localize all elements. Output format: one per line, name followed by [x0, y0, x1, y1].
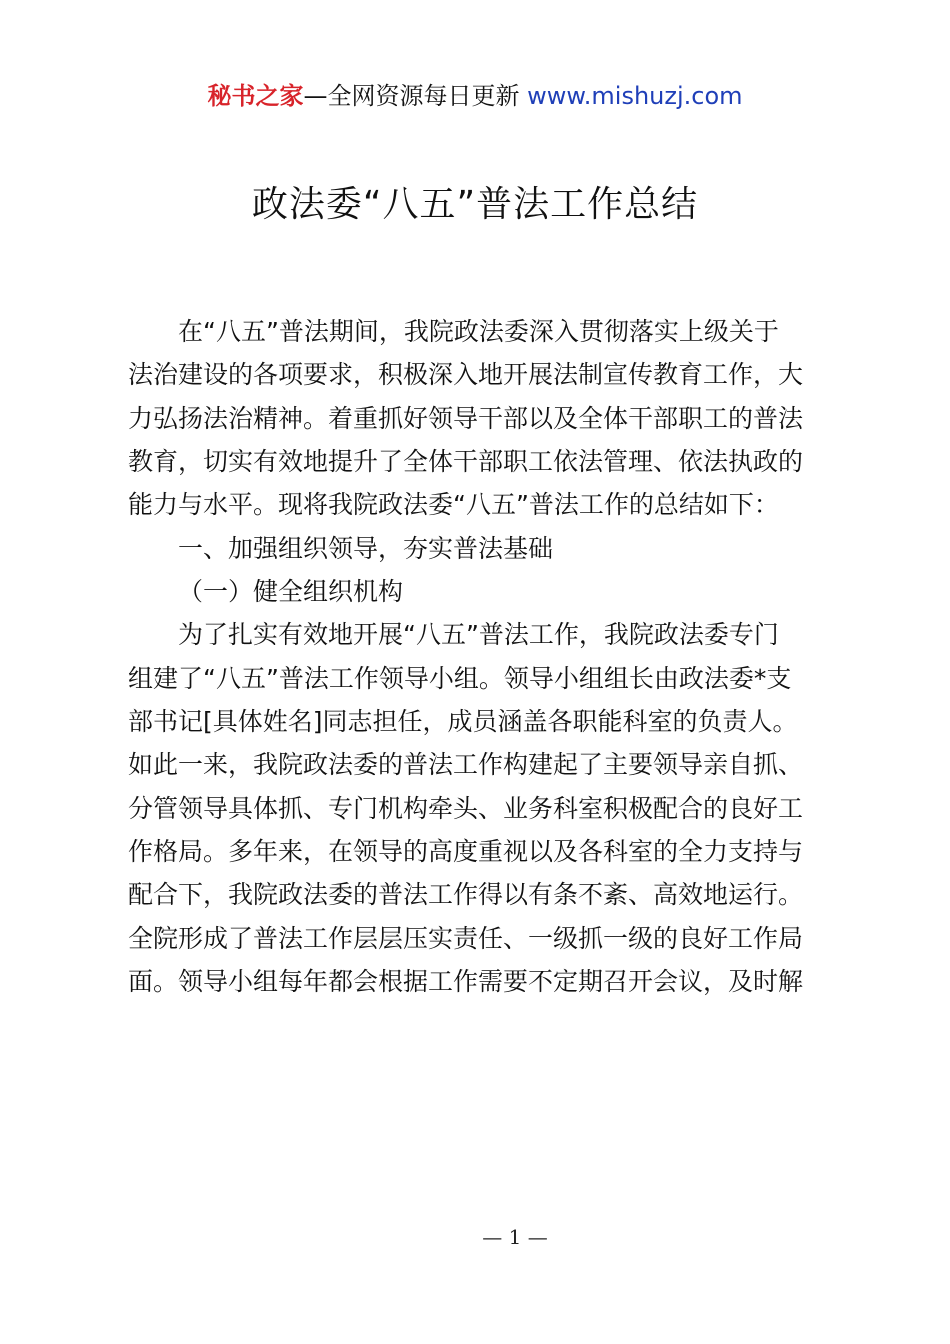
paragraph-line: 配合下，我院政法委的普法工作得以有条不紊、高效地运行。: [128, 880, 804, 910]
paragraph-line: 能力与水平。现将我院政法委“八五”普法工作的总结如下：: [128, 490, 779, 520]
paragraph-line: 全院形成了普法工作层层压实责任、一级抓一级的良好工作局: [128, 923, 804, 953]
document-title: 政法委“八五”普法工作总结: [251, 184, 699, 225]
page-number: — 1 —: [482, 1225, 548, 1249]
paragraph-line: 为了扎实有效地开展“八五”普法工作，我院政法委专门: [178, 620, 779, 650]
paragraph-line: 部书记[具体姓名]同志担任，成员涵盖各职能科室的负责人。: [128, 707, 798, 737]
paragraph-line: 分管领导具体抓、专门机构牵头、业务科室积极配合的良好工: [128, 793, 804, 823]
document-body: [128, 310, 834, 1004]
site-header: [0, 80, 950, 112]
paragraph-line: 面。领导小组每年都会根据工作需要不定期召开会议，及时解: [128, 967, 804, 997]
brand-name: 秘书之家: [207, 82, 304, 110]
subsection-heading: （一）健全组织机构: [178, 577, 404, 607]
site-url-link[interactable]: www.mishuzj.com: [527, 82, 743, 110]
paragraph-line: 法治建设的各项要求，积极深入地开展法制宣传教育工作，大: [128, 360, 804, 390]
paragraph-line: 组建了“八五”普法工作领导小组。领导小组组长由政法委*支: [128, 663, 792, 693]
paragraph-line: 如此一来，我院政法委的普法工作构建起了主要领导亲自抓、: [128, 750, 804, 780]
paragraph-line: 作格局。多年来，在领导的高度重视以及各科室的全力支持与: [128, 837, 804, 867]
paragraph-line: 力弘扬法治精神。着重抓好领导干部以及全体干部职工的普法: [128, 403, 804, 433]
paragraph-line: 在“八五”普法期间，我院政法委深入贯彻落实上级关于: [178, 317, 779, 346]
site-tagline: —全网资源每日更新: [303, 82, 528, 110]
paragraph-line: 教育，切实有效地提升了全体干部职工依法管理、依法执政的: [128, 447, 804, 477]
section-heading: 一、加强组织领导，夯实普法基础: [178, 533, 554, 563]
